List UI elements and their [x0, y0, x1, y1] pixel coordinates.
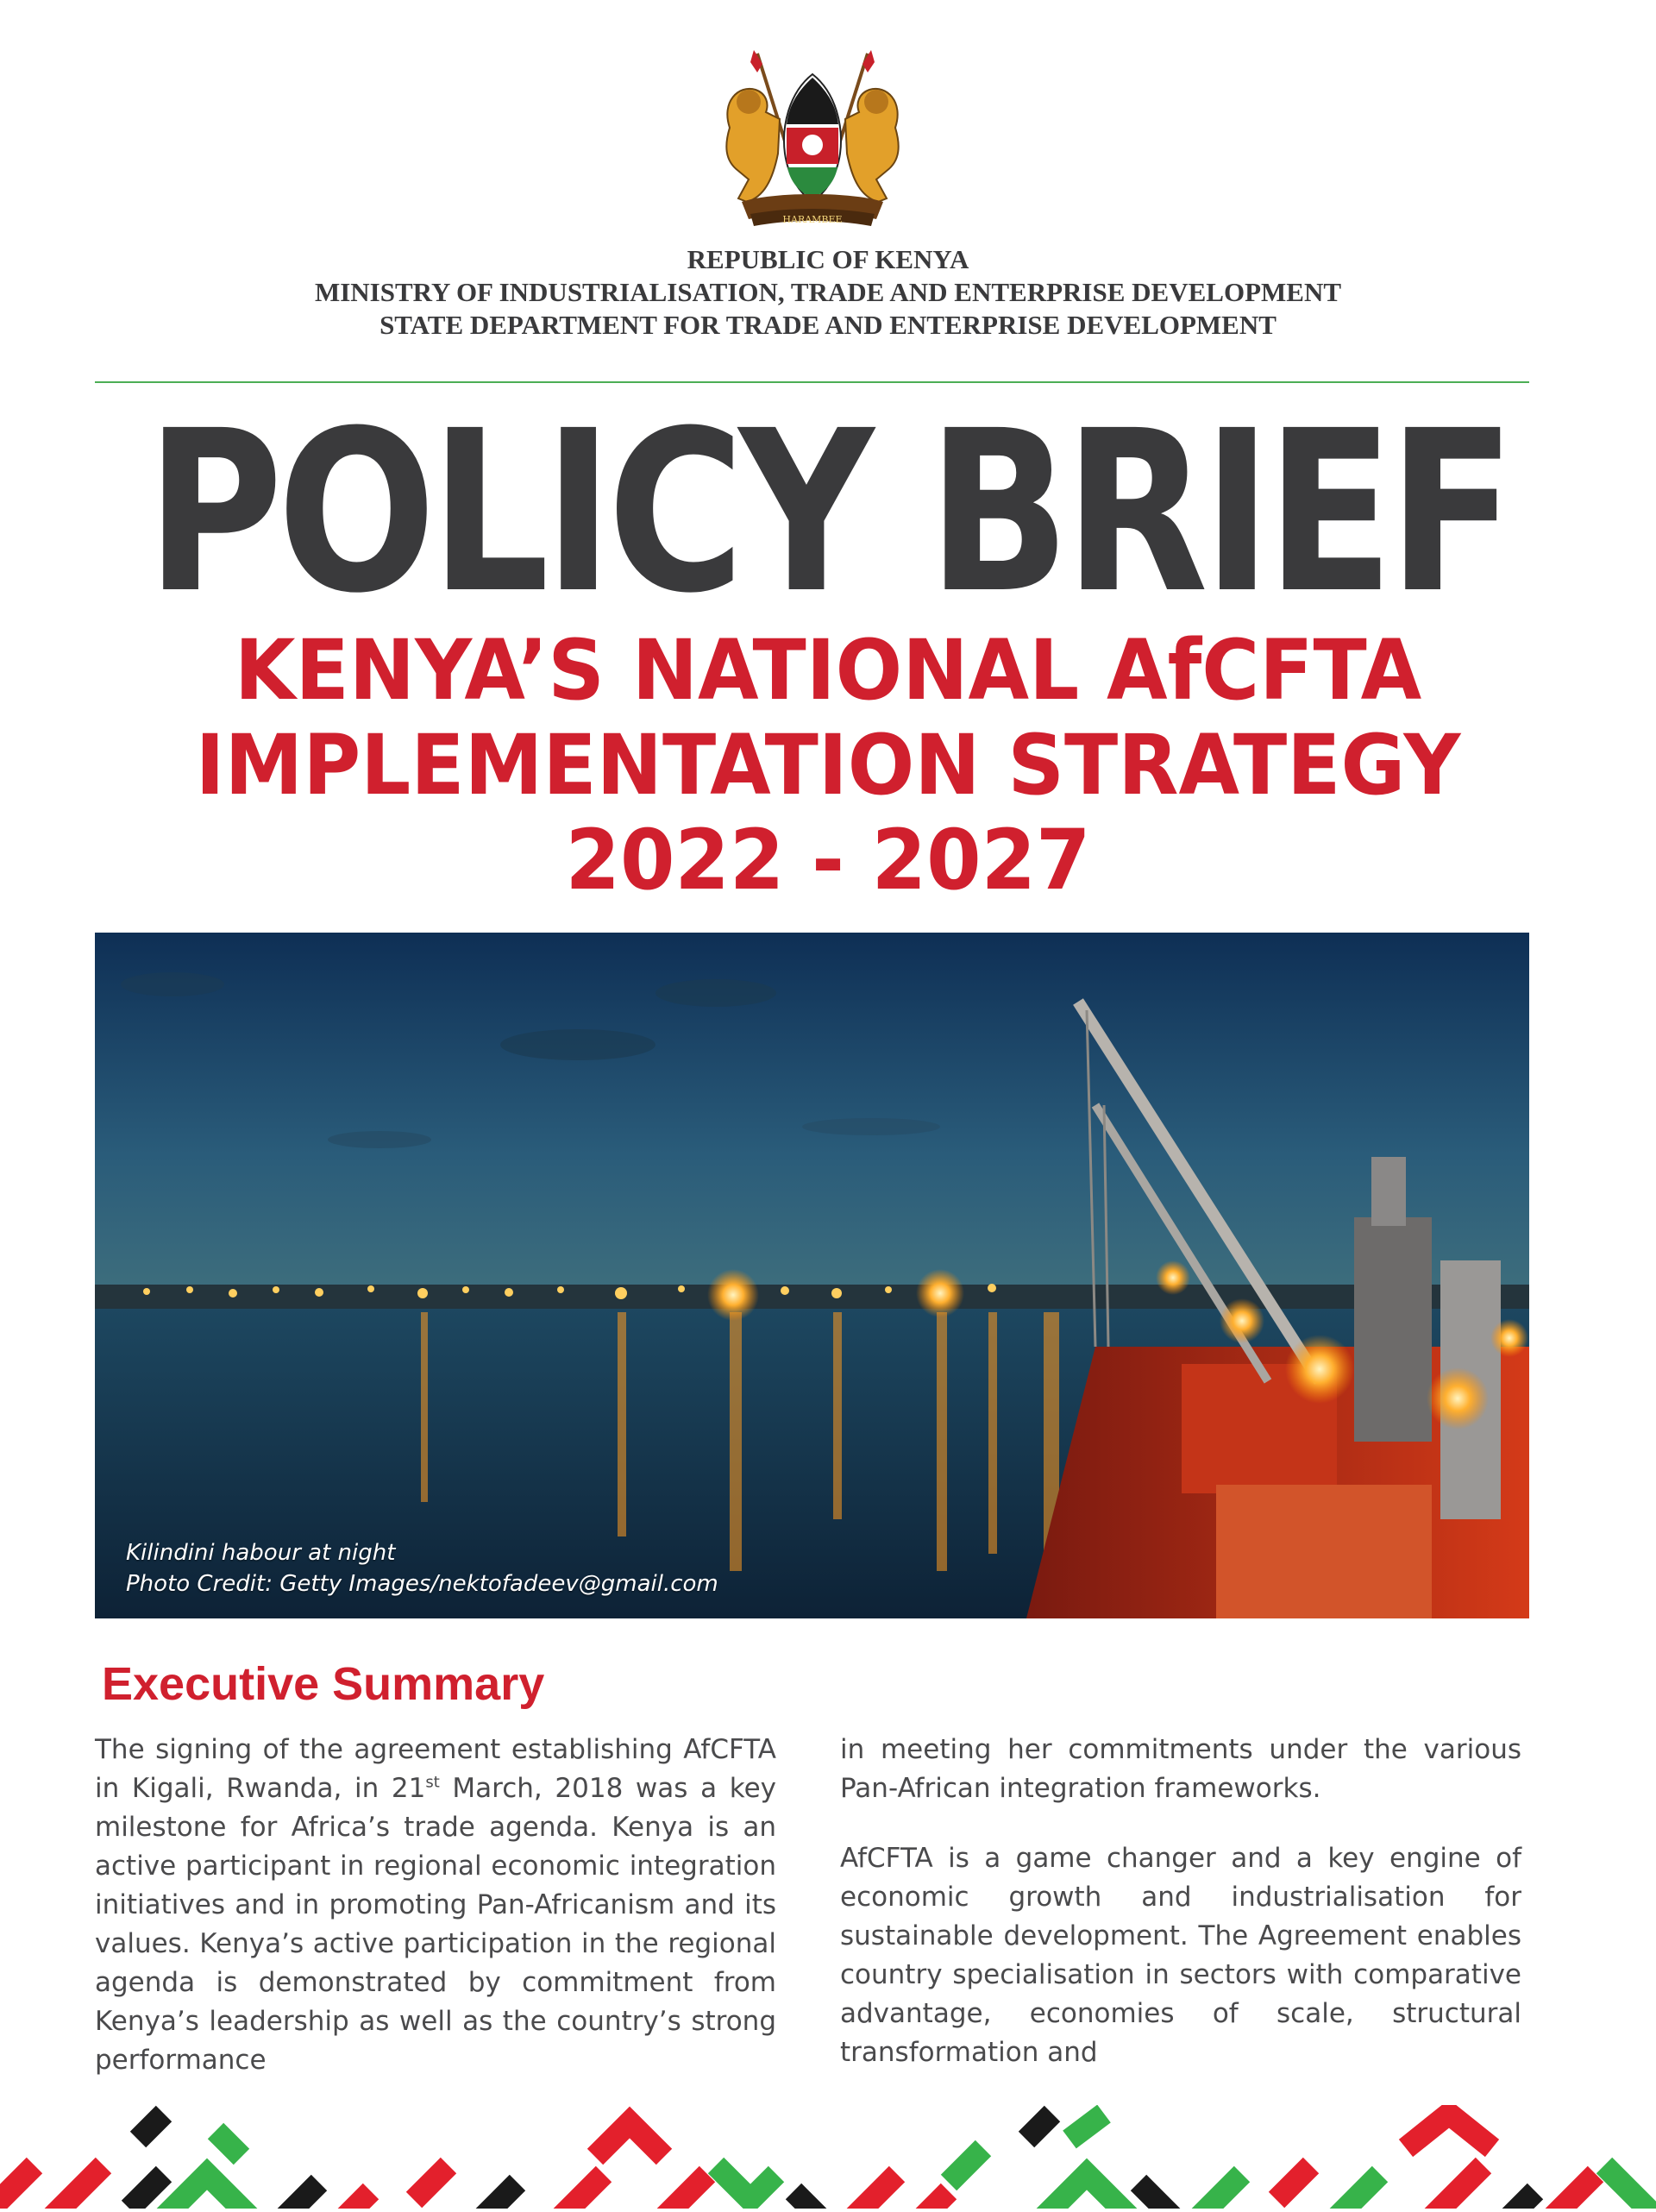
summary-paragraph: AfCFTA is a game changer and a key engine of economic growth and industrialisation for sustainable development. The Agreement enables country specialisation in sectors with comparative advantage, economies of scale, structural transformation and [840, 1843, 1521, 2068]
kenya-coat-of-arms-icon [712, 50, 913, 233]
subtitle-line-1: KENYA’S NATIONAL AfCFTA [234, 622, 1422, 719]
emblem-motto: HARAMBEE [782, 214, 843, 225]
summary-column-left [95, 1731, 776, 2111]
photo-caption [126, 1537, 718, 1599]
header [0, 243, 1656, 342]
decorative-pattern [0, 2105, 1656, 2209]
subtitle-line-3: 2022 - 2027 [565, 812, 1091, 908]
page-title: POLICY BRIEF [146, 383, 1510, 642]
header-line-ministry: MINISTRY OF INDUSTRIALISATION, TRADE AND ENTERPRISE DEVELOPMENT [314, 277, 1342, 307]
caption-credit: Photo Credit: Getty Images/nektofadeev@gmail.com [126, 1571, 718, 1597]
summary-column-right [840, 1731, 1521, 2103]
summary-text-part: The signing of the agreement establishing AfCFTA in Kigali, Rwanda, in 21 [95, 1734, 776, 1804]
document-subtitle [0, 623, 1656, 908]
ordinal-suffix: st [425, 1773, 440, 1792]
summary-paragraph [95, 1731, 776, 2080]
subtitle-line-2: IMPLEMENTATION STRATEGY [195, 717, 1461, 814]
section-heading: Executive Summary [102, 1658, 545, 1710]
summary-text-part: March, 2018 was a key milestone for Africa’s trade agenda. Kenya is an active participant in regional economic integration initiatives and in promoting Pan-Africanism and its values. Kenya’s active participation in the regional agenda is demonstrated by commitment from Kenya’s leadership as well as the country’s strong performance [95, 1773, 776, 2076]
caption-title: Kilindini habour at night [126, 1540, 396, 1566]
header-line-country: REPUBLIC OF KENYA [687, 244, 969, 274]
harbour-photo [95, 933, 1529, 1618]
header-line-department: STATE DEPARTMENT FOR TRADE AND ENTERPRISE DEVELOPMENT [380, 310, 1276, 340]
summary-paragraph: in meeting her commitments under the various Pan-African integration frameworks. [840, 1734, 1521, 1804]
